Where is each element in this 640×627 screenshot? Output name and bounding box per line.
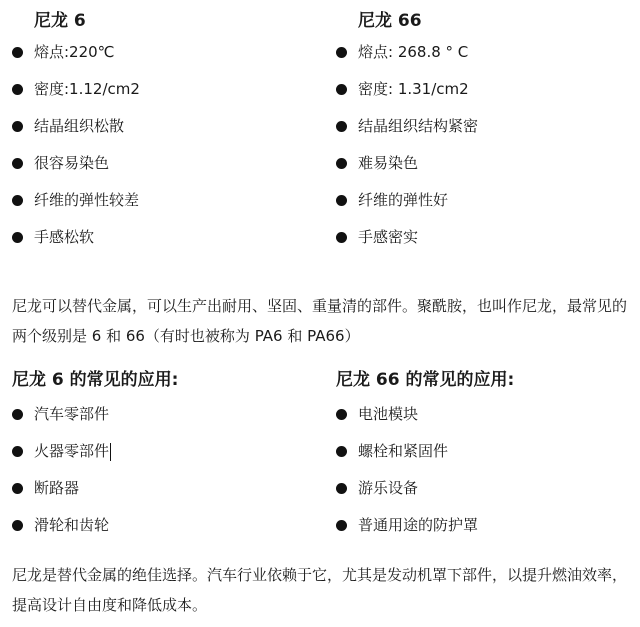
application-text: 滑轮和齿轮 — [34, 516, 110, 534]
list-item — [12, 145, 312, 182]
bullet-icon — [336, 409, 347, 420]
bullet-icon — [336, 195, 347, 206]
list-item — [12, 396, 312, 433]
list-item — [336, 219, 636, 256]
nylon6-title: 尼龙 6 — [34, 11, 86, 31]
application-text: 火器零部件 — [34, 442, 110, 460]
list-item — [12, 34, 312, 71]
nylon6-applications-title: 尼龙 6 的常见的应用: — [12, 370, 179, 390]
bullet-icon — [12, 47, 23, 58]
bullet-icon — [336, 47, 347, 58]
nylon66-application-list — [336, 396, 636, 544]
closing-paragraph: 尼龙是替代金属的绝佳选择。汽车行业依赖于它，尤其是发动机罩下部件，以提升燃油效率，提高设计自由度和降低成本。 — [12, 566, 628, 614]
list-item — [12, 219, 312, 256]
bullet-icon — [336, 121, 347, 132]
list-item[interactable] — [12, 433, 312, 470]
bullet-icon — [12, 409, 23, 420]
list-item — [12, 507, 312, 544]
property-text: 结晶组织松散 — [34, 117, 125, 135]
list-item — [336, 71, 636, 108]
list-item — [336, 470, 636, 507]
property-text: 手感松软 — [34, 228, 95, 246]
application-text: 游乐设备 — [358, 479, 419, 497]
list-item — [336, 433, 636, 470]
intro-paragraph: 尼龙可以替代金属，可以生产出耐用、坚固、重量清的部件。聚酰胺，也叫作尼龙，最常见的两个级别是 6 和 66（有时也被称为 PA6 和 PA66） — [12, 297, 628, 345]
property-text: 难易染色 — [358, 154, 419, 172]
list-item — [336, 182, 636, 219]
list-item — [336, 34, 636, 71]
nylon66-applications — [336, 366, 636, 544]
property-text: 手感密实 — [358, 228, 419, 246]
list-item — [12, 71, 312, 108]
property-text: 密度:1.12/cm2 — [34, 80, 140, 98]
list-item — [336, 108, 636, 145]
bullet-icon — [12, 158, 23, 169]
bullet-icon — [336, 520, 347, 531]
list-item — [336, 145, 636, 182]
text-cursor — [110, 443, 111, 461]
application-text: 电池模块 — [358, 405, 419, 423]
bullet-icon — [12, 121, 23, 132]
property-text: 很容易染色 — [34, 154, 110, 172]
property-text: 熔点: 268.8 ° C — [358, 43, 469, 61]
bullet-icon — [336, 84, 347, 95]
property-text: 熔点:220℃ — [34, 43, 115, 61]
list-item — [12, 470, 312, 507]
property-text: 纤维的弹性好 — [358, 191, 449, 209]
application-text: 普通用途的防护罩 — [358, 516, 479, 534]
nylon6-application-list — [12, 396, 312, 544]
application-text: 断路器 — [34, 479, 80, 497]
nylon66-property-list — [336, 34, 636, 256]
bullet-icon — [336, 483, 347, 494]
list-item — [336, 396, 636, 433]
list-item — [336, 507, 636, 544]
bullet-icon — [12, 520, 23, 531]
bullet-icon — [12, 232, 23, 243]
nylon6-properties — [12, 8, 312, 256]
bullet-icon — [12, 195, 23, 206]
nylon6-applications — [12, 366, 312, 544]
property-text: 密度: 1.31/cm2 — [358, 80, 469, 98]
list-item — [12, 182, 312, 219]
nylon66-properties — [336, 8, 636, 256]
bullet-icon — [336, 232, 347, 243]
nylon6-property-list — [12, 34, 312, 256]
nylon66-applications-title: 尼龙 66 的常见的应用: — [336, 370, 515, 390]
list-item — [12, 108, 312, 145]
application-text: 螺栓和紧固件 — [358, 442, 449, 460]
property-text: 结晶组织结构紧密 — [358, 117, 479, 135]
bullet-icon — [12, 84, 23, 95]
nylon66-title: 尼龙 66 — [358, 11, 422, 31]
bullet-icon — [12, 446, 23, 457]
application-text: 汽车零部件 — [34, 405, 110, 423]
bullet-icon — [336, 446, 347, 457]
bullet-icon — [12, 483, 23, 494]
property-text: 纤维的弹性较差 — [34, 191, 140, 209]
bullet-icon — [336, 158, 347, 169]
